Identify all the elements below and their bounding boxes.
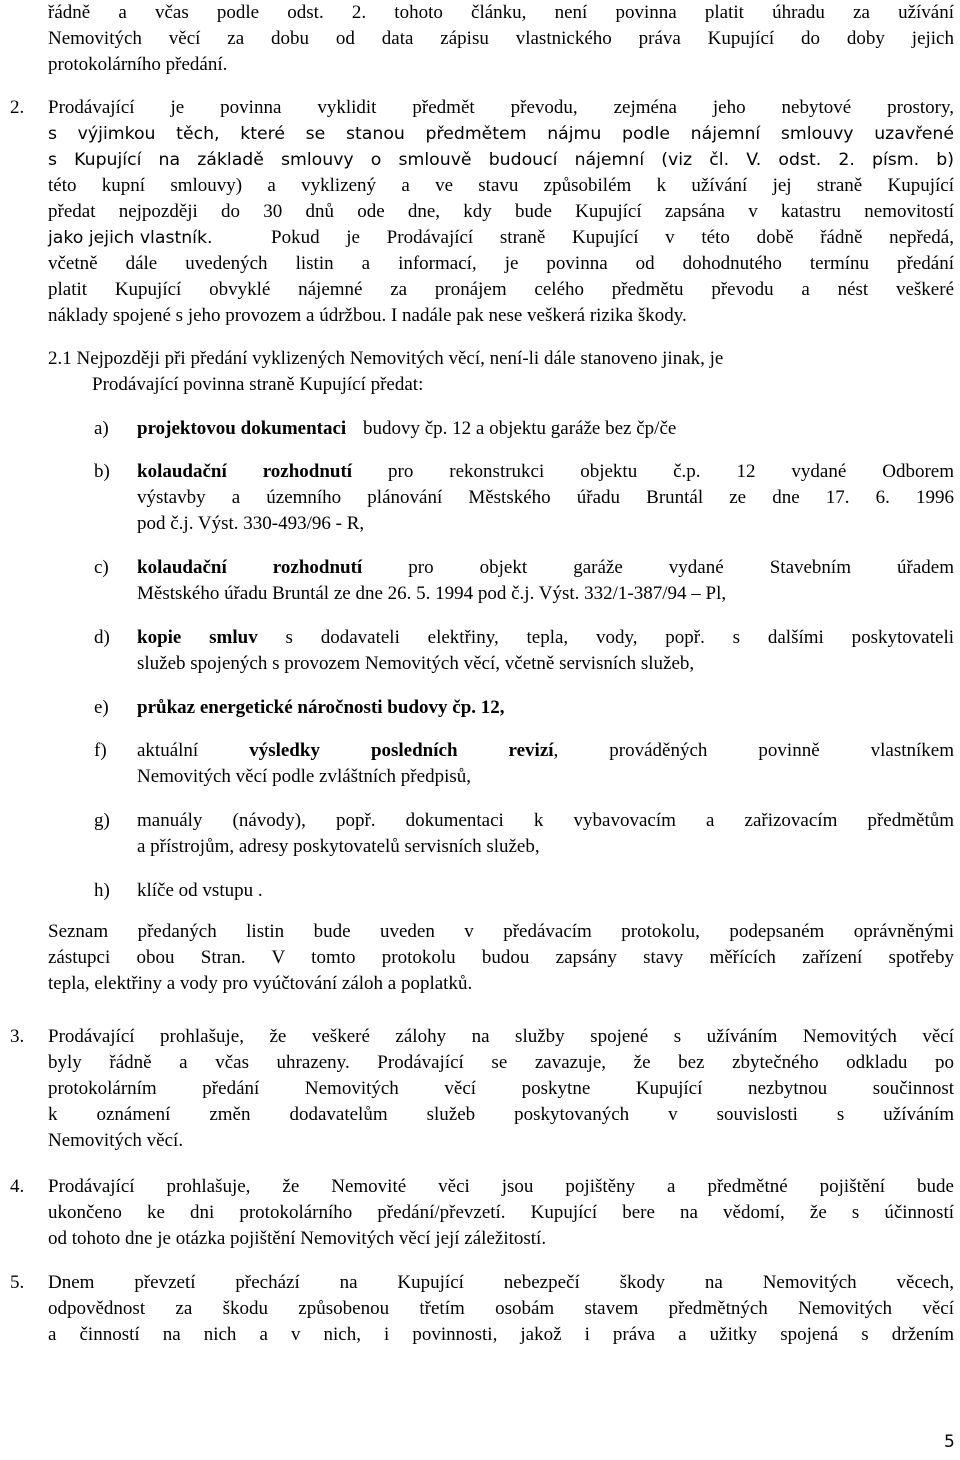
list-letter: d) <box>94 627 110 648</box>
paragraph-line: od tohoto dne je otázka pojištění Nemovitých věcí její záležitostí. <box>48 1228 547 1249</box>
paragraph-line: předat nejpozději do 30 dnů ode dne, kdy bude Kupující zapsána v katastru nemovitostí <box>48 201 954 222</box>
list-item-bold: kopie smluv <box>137 627 258 648</box>
paragraph-line: tepla, elektřiny a vody pro vyúčtování záloh a poplatků. <box>48 973 473 994</box>
list-item-bold: kolaudační rozhodnutí <box>137 461 353 482</box>
list-item-bold: průkaz energetické náročnosti budovy čp. 12, <box>137 697 505 718</box>
paragraph-line: Prodávající prohlašuje, že Nemovité věci jsou pojištěny a předmětné pojištění bude <box>48 1176 954 1197</box>
paragraph-line: této kupní smlouvy) a vyklizený a ve stavu způsobilém k užívání jej straně Kupující <box>48 175 954 196</box>
paragraph-line: platit Kupující obvyklé nájemné za pronájem celého předmětu převodu a nést veškeré <box>48 279 954 300</box>
paragraph-line: 2.1 Nejpozději při předání vyklizených Nemovitých věcí, není-li dále stanoveno jinak, je <box>48 348 724 369</box>
list-letter: g) <box>94 810 110 831</box>
paragraph-line: Nemovitých věcí. <box>48 1130 184 1151</box>
list-letter: f) <box>94 740 107 761</box>
paragraph-line: k oznámení změn dodavatelům služeb poskytovaných v souvislosti s užíváním <box>48 1104 954 1125</box>
paragraph-line: jako jejich vlastník. <box>48 228 213 248</box>
paragraph-line: odpovědnost za škodu způsobenou třetím osobám stavem předmětných Nemovitých věcí <box>48 1298 954 1319</box>
list-item-bold: kolaudační rozhodnutí <box>137 557 363 578</box>
paragraph-line: a činností na nich a v nich, i povinnosti, jakož i práva a užitky spojená s držením <box>48 1324 954 1345</box>
paragraph-line: protokolárním předání Nemovitých věcí poskytne Kupující nezbytnou součinnost <box>48 1078 954 1099</box>
list-letter: c) <box>94 557 109 578</box>
paragraph-line: Prodávající prohlašuje, že veškeré zálohy na služby spojené s užíváním Nemovitých věcí <box>48 1026 954 1047</box>
intro-line: řádně a včas podle odst. 2. tohoto článku, není povinna platit úhradu za užívání <box>48 2 954 23</box>
list-item-line: Městského úřadu Bruntál ze dne 26. 5. 1994 pod č.j. Výst. 332/1-387/94 – Pl, <box>137 583 727 604</box>
list-item-text: , prováděných povinně vlastníkem <box>553 740 955 761</box>
list-letter: b) <box>94 461 110 482</box>
list-item-line: výstavby a územního plánování Městského úřadu Bruntál ze dne 17. 6. 1996 <box>137 487 954 508</box>
list-item-pre: aktuální <box>137 740 199 761</box>
paragraph-line: s výjimkou těch, které se stanou předmětem nájmu podle nájemní smlouvy uzavřené <box>48 124 954 144</box>
list-letter: e) <box>94 697 109 718</box>
list-item <box>137 416 676 442</box>
list-item <box>137 738 954 764</box>
section-number: 4. <box>10 1176 25 1197</box>
list-item-text: manuály (návody), popř. dokumentaci k vybavovacím a zařizovacím předmětům <box>137 810 954 831</box>
list-item <box>137 459 954 485</box>
list-item-line: Nemovitých věcí podle zvláštních předpisů, <box>137 766 471 787</box>
paragraph-line: zástupci obou Stran. V tomto protokolu budou zapsány stavy měřících zařízení spotřeby <box>48 947 954 968</box>
list-item-text: klíče od vstupu . <box>137 880 263 901</box>
list-item-line: služeb spojených s provozem Nemovitých věcí, včetně servisních služeb, <box>137 653 695 674</box>
list-letter: a) <box>94 418 109 439</box>
paragraph-line: Prodávající je povinna vyklidit předmět převodu, zejména jeho nebytové prostory, <box>48 97 954 118</box>
list-item <box>137 555 954 581</box>
list-item <box>137 695 505 721</box>
intro-line: protokolárního předání. <box>48 54 228 75</box>
list-item-bold: výsledky posledních revizí <box>249 740 554 761</box>
list-item-line: a přístrojům, adresy poskytovatelů servisních služeb, <box>137 836 540 857</box>
list-letter: h) <box>94 880 110 901</box>
paragraph-line: Pokud je Prodávající straně Kupující v této době řádně nepředá, <box>271 227 954 248</box>
paragraph-line: byly řádně a včas uhrazeny. Prodávající se zavazuje, že bez zbytečného odkladu po <box>48 1052 954 1073</box>
list-item <box>137 625 954 651</box>
paragraph-line: Seznam předaných listin bude uveden v předávacím protokolu, podepsaném oprávněnými <box>48 921 954 942</box>
section-number: 5. <box>10 1272 25 1293</box>
list-item-line: pod č.j. Výst. 330-493/96 - R, <box>137 513 365 534</box>
paragraph-line: ukončeno ke dni protokolárního předání/převzetí. Kupující bere na vědomí, že s účinností <box>48 1202 954 1223</box>
paragraph-line: Prodávající povinna straně Kupující předat: <box>92 374 424 395</box>
list-item-text: budovy čp. 12 a objektu garáže bez čp/če <box>362 418 677 439</box>
list-item-text: pro rekonstrukci objektu č.p. 12 vydané Odborem <box>388 461 954 482</box>
paragraph-line: včetně dále uvedených listin a informací, je povinna od dohodnutého termínu předání <box>48 253 954 274</box>
page-number: 5 <box>944 1432 955 1452</box>
intro-line: Nemovitých věcí za dobu od data zápisu vlastnického práva Kupující do doby jejich <box>48 28 954 49</box>
paragraph-line: s Kupující na základě smlouvy o smlouvě budoucí nájemní (viz čl. V. odst. 2. písm. b) <box>48 150 954 170</box>
list-item-text: pro objekt garáže vydané Stavebním úřadem <box>408 557 955 578</box>
list-item-bold: projektovou dokumentaci <box>137 418 347 439</box>
paragraph-line: Dnem převzetí přechází na Kupující nebezpečí škody na Nemovitých věcech, <box>48 1272 954 1293</box>
section-number: 2. <box>10 97 25 118</box>
paragraph-line: náklady spojené s jeho provozem a údržbou. I nadále pak nese veškerá rizika škody. <box>48 305 687 326</box>
section-number: 3. <box>10 1026 25 1047</box>
list-item-text: s dodavateli elektřiny, tepla, vody, popř. s dalšími poskytovateli <box>285 627 954 648</box>
